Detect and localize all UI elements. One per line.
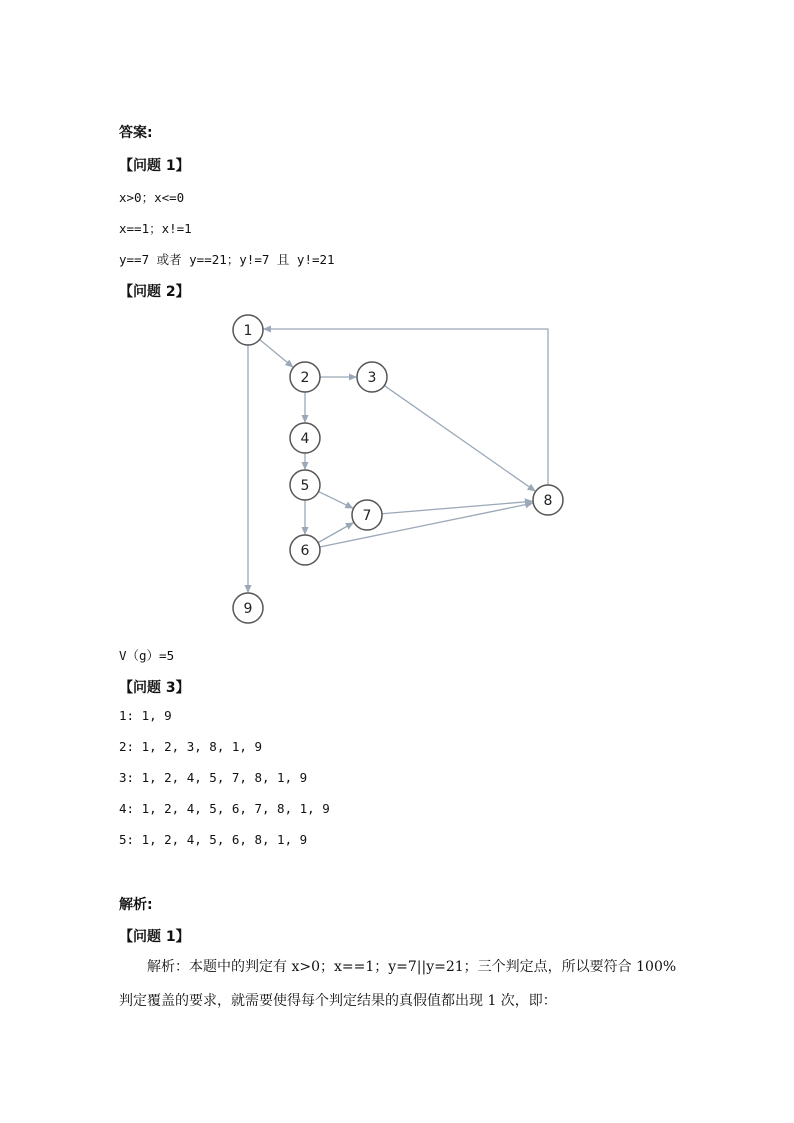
path-item: 4: 1, 2, 4, 5, 6, 7, 8, 1, 9 (119, 801, 330, 816)
node-label: 7 (362, 508, 372, 524)
edge-6-7 (318, 522, 354, 542)
question-2-heading: 【问题 2】 (119, 284, 190, 300)
node-label: 4 (300, 431, 310, 447)
control-flow-graph (220, 305, 580, 635)
node-8 (533, 485, 563, 515)
node-label: 6 (300, 543, 310, 559)
node-7 (352, 500, 382, 530)
answer-heading: 答案: (119, 125, 153, 141)
node-4 (290, 423, 320, 453)
path-item: 5: 1, 2, 4, 5, 6, 8, 1, 9 (119, 832, 308, 847)
path-item: 1: 1, 9 (119, 708, 172, 723)
q1-line: x>0；x<=0 (119, 190, 185, 205)
node-label: 1 (243, 323, 253, 339)
q1-line: y==7 或者 y==21；y!=7 且 y!=21 (119, 252, 335, 267)
node-label: 2 (300, 370, 310, 386)
node-5 (290, 470, 320, 500)
cyclomatic-complexity: V（g）=5 (119, 648, 175, 663)
analysis-question-1-heading: 【问题 1】 (119, 929, 190, 945)
analysis-heading: 解析: (119, 897, 153, 913)
node-3 (357, 362, 387, 392)
node-label: 5 (300, 478, 310, 494)
q1-line: x==1；x!=1 (119, 221, 192, 236)
edge-8-1 (263, 329, 548, 485)
node-label: 8 (543, 493, 553, 509)
node-2 (290, 362, 320, 392)
node-1 (233, 315, 263, 345)
node-label: 3 (367, 370, 377, 386)
path-item: 2: 1, 2, 3, 8, 1, 9 (119, 739, 262, 754)
question-1-heading: 【问题 1】 (119, 158, 190, 174)
edge-5-7 (319, 492, 354, 509)
node-9 (233, 593, 263, 623)
node-6 (290, 535, 320, 565)
question-3-heading: 【问题 3】 (119, 680, 190, 696)
analysis-text: 解析：本题中的判定有 x>0；x==1；y=7||y=21；三个判定点，所以要符合 100%判定覆盖的要求，就需要使得每个判定结果的真假值都出现 1 次，即： (119, 959, 677, 1009)
analysis-paragraph (119, 950, 679, 1018)
path-item: 3: 1, 2, 4, 5, 7, 8, 1, 9 (119, 770, 308, 785)
node-label: 9 (243, 601, 253, 617)
edge-1-2 (260, 340, 294, 368)
edge-3-8 (384, 386, 535, 492)
